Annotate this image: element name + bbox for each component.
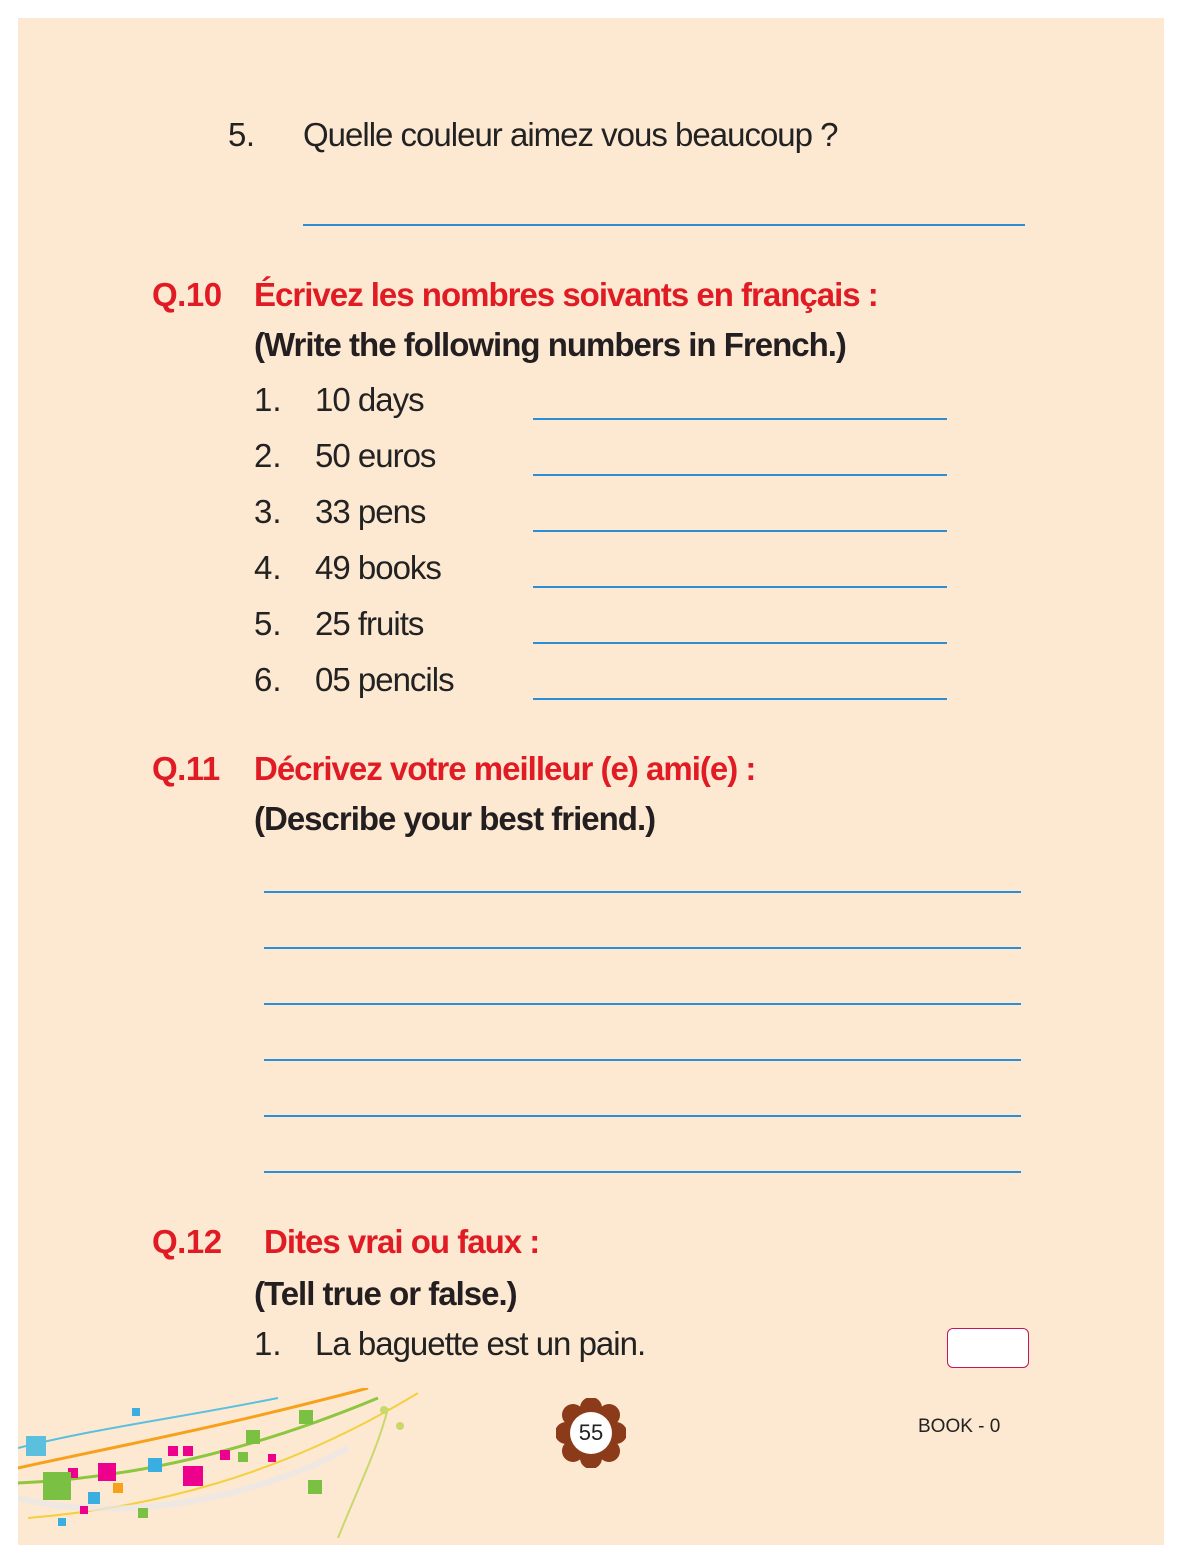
square-icon	[148, 1458, 162, 1472]
square-icon	[58, 1518, 66, 1526]
decorative-swirl-graphic	[18, 1388, 438, 1545]
q11-title: Décrivez votre meilleur (e) ami(e) :	[254, 750, 756, 787]
answer-line-q10-2[interactable]	[533, 474, 947, 476]
q10-item-text: 33 pens	[315, 493, 426, 530]
q12-item-number: 1.	[254, 1325, 282, 1362]
answer-line-q10-5[interactable]	[533, 642, 947, 644]
q10-label: Q.10	[152, 276, 222, 313]
square-icon	[88, 1492, 100, 1504]
plant-bud-icon	[380, 1406, 388, 1414]
plant-stem-icon	[338, 1408, 388, 1538]
answer-line-q11-1[interactable]	[264, 891, 1021, 893]
square-icon	[113, 1483, 123, 1493]
true-false-answer-box[interactable]	[947, 1328, 1029, 1368]
q11-subtitle: (Describe your best friend.)	[254, 800, 656, 837]
answer-line-q10-3[interactable]	[533, 530, 947, 532]
square-icon	[80, 1506, 88, 1514]
square-icon	[138, 1508, 148, 1518]
answer-line-q11-6[interactable]	[264, 1171, 1021, 1173]
plant-bud-icon	[396, 1422, 404, 1430]
square-icon	[268, 1454, 276, 1462]
q10-item-text: 50 euros	[315, 437, 436, 474]
square-icon	[238, 1452, 248, 1462]
book-label: BOOK - 0	[918, 1416, 1001, 1437]
q10-item-number: 4.	[254, 549, 282, 586]
answer-line-q10-4[interactable]	[533, 586, 947, 588]
q10-item-number: 6.	[254, 661, 282, 698]
square-icon	[183, 1466, 203, 1486]
square-icon	[132, 1408, 140, 1416]
answer-line-q11-3[interactable]	[264, 1003, 1021, 1005]
square-icon	[98, 1463, 116, 1481]
square-icon	[26, 1436, 46, 1456]
page-number: 55	[578, 1420, 604, 1445]
q10-item-number: 3.	[254, 493, 282, 530]
answer-line-q5[interactable]	[303, 224, 1025, 226]
answer-line-q10-1[interactable]	[533, 418, 947, 420]
answer-line-q11-2[interactable]	[264, 947, 1021, 949]
page-number-badge	[556, 1398, 626, 1468]
square-icon	[168, 1446, 178, 1456]
answer-line-q10-6[interactable]	[533, 698, 947, 700]
answer-line-q11-4[interactable]	[264, 1059, 1021, 1061]
answer-line-q11-5[interactable]	[264, 1115, 1021, 1117]
q10-item-number: 1.	[254, 381, 282, 418]
square-icon	[246, 1430, 260, 1444]
q12-label: Q.12	[152, 1223, 222, 1260]
q12-item-text: La baguette est un pain.	[315, 1325, 646, 1362]
q12-title: Dites vrai ou faux :	[264, 1223, 540, 1260]
square-icon	[220, 1450, 230, 1460]
square-icon	[43, 1472, 71, 1500]
q10-item-number: 5.	[254, 605, 282, 642]
q10-item-text: 10 days	[315, 381, 424, 418]
q10-item-number: 2.	[254, 437, 282, 474]
q10-item-text: 25 fruits	[315, 605, 424, 642]
square-icon	[299, 1410, 313, 1424]
q10-subtitle: (Write the following numbers in French.)	[254, 326, 846, 363]
square-icon	[308, 1480, 322, 1494]
question-5-number: 5.	[228, 116, 255, 153]
q10-item-text: 05 pencils	[315, 661, 454, 698]
q10-title: Écrivez les nombres soivants en français :	[254, 276, 878, 313]
q12-subtitle: (Tell true or false.)	[254, 1275, 517, 1312]
square-icon	[183, 1446, 193, 1456]
q10-item-text: 49 books	[315, 549, 441, 586]
question-5-text: Quelle couleur aimez vous beaucoup ?	[303, 116, 838, 153]
q11-label: Q.11	[152, 750, 220, 787]
